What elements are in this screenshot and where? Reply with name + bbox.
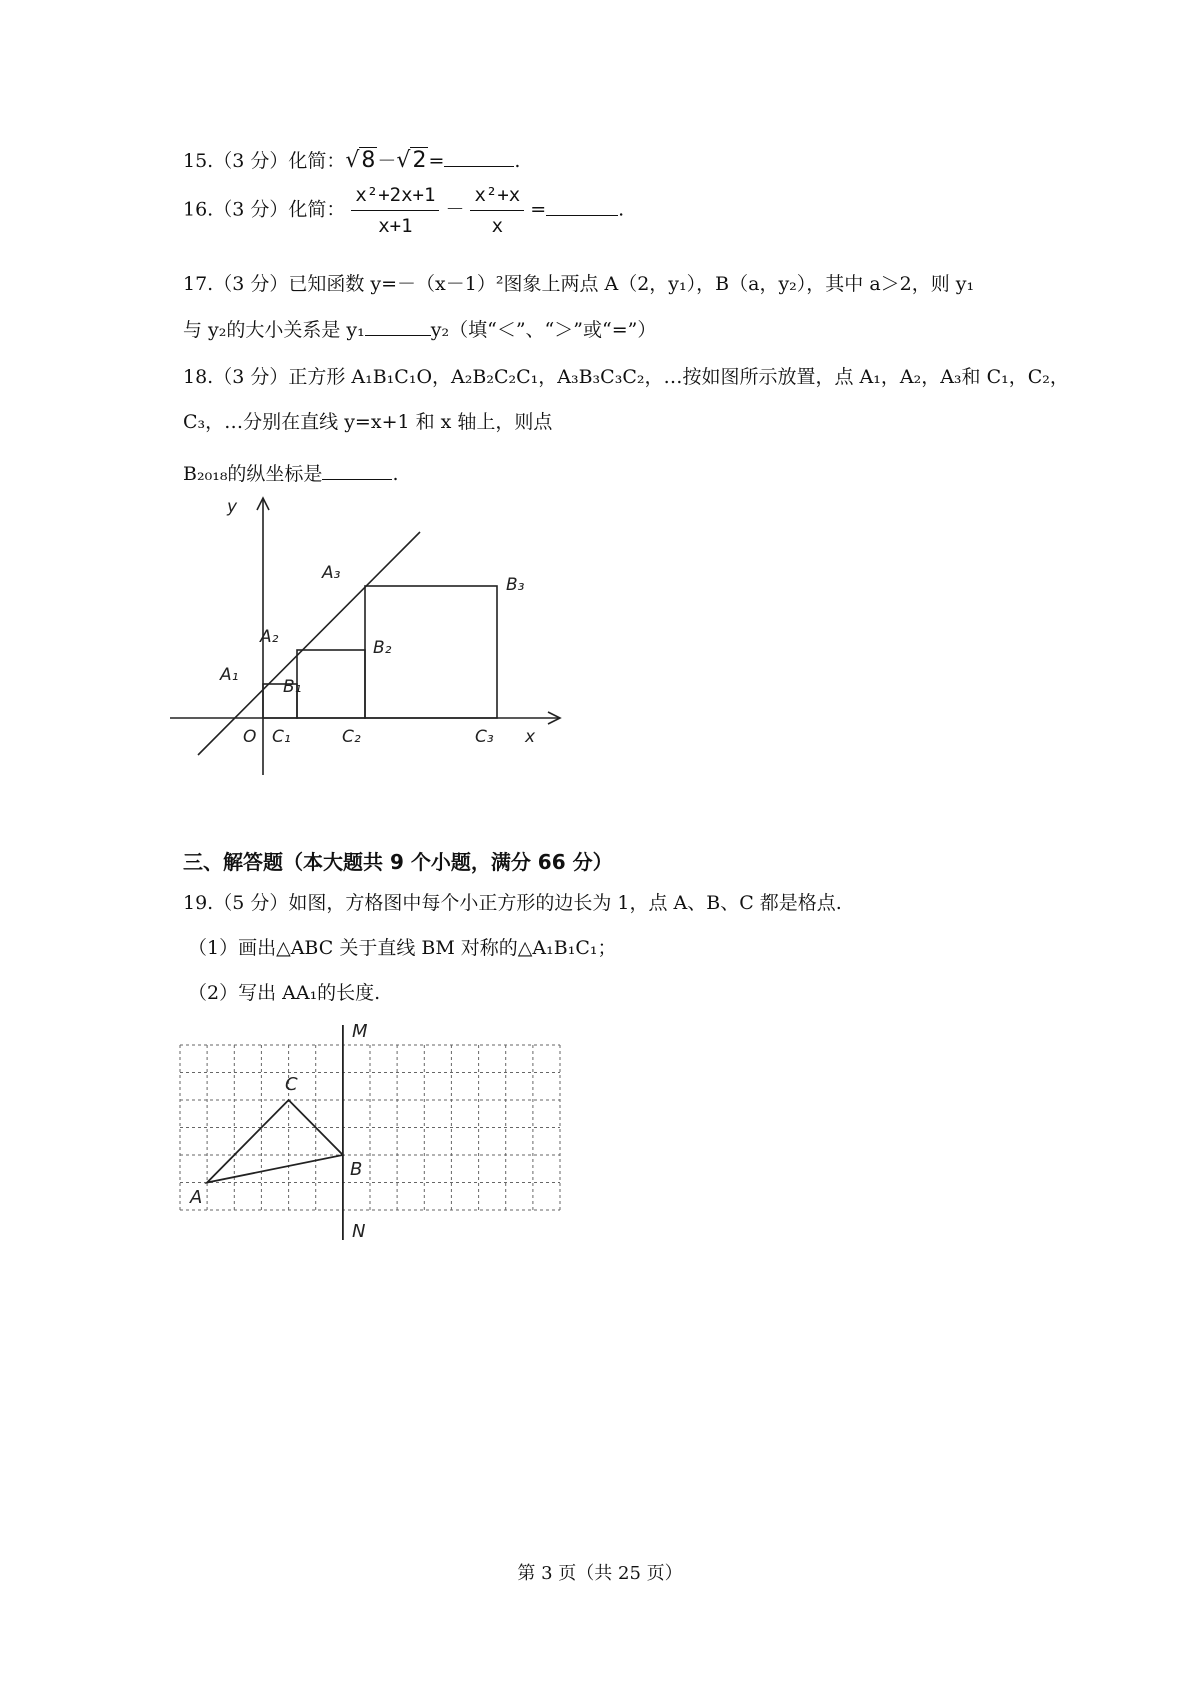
label-c: C: [285, 1074, 298, 1095]
label-o: O: [243, 727, 257, 747]
question-18-line-3: [183, 459, 398, 487]
fraction-1-numerator: x²+2x+1: [351, 182, 439, 211]
label-a1: A₁: [220, 665, 239, 685]
question-17-line-2: [183, 315, 656, 343]
label-c1: C₁: [272, 727, 291, 747]
label-y: y: [227, 497, 238, 517]
fraction-1-denominator: x+1: [378, 215, 413, 237]
answer-blank-17: [365, 315, 431, 336]
label-b1: B₁: [283, 677, 302, 697]
question-19-line-1: 19.（5 分）如图，方格图中每个小正方形的边长为 1，点 A、B、C 都是格点.: [183, 892, 842, 914]
answer-blank-18: [322, 459, 392, 480]
grid-figure: [170, 1015, 570, 1255]
label-x: x: [525, 727, 536, 747]
q15-suffix: .: [514, 150, 521, 172]
triangle-abc: [207, 1100, 343, 1183]
answer-blank-15: [444, 146, 514, 167]
label-b3: B₃: [506, 575, 525, 595]
q18-line3-post: .: [392, 463, 399, 485]
q18-line3-pre: B₂₀₁₈的纵坐标是: [183, 463, 323, 485]
label-m: M: [352, 1021, 368, 1042]
q15-label: 15.（3 分）化简：: [183, 150, 346, 172]
question-17-line-1: 17.（3 分）已知函数 y=－（x－1）²图象上两点 A（2，y₁），B（a，y₂），其中 a＞2，则 y₁: [183, 273, 975, 295]
radicand-8: 8: [361, 148, 376, 173]
radicand-2: 2: [412, 148, 427, 173]
label-b: B: [350, 1159, 363, 1180]
label-c3: C₃: [475, 727, 494, 747]
squares-on-line-figure: [170, 490, 590, 780]
label-n: N: [352, 1221, 366, 1242]
question-19-line-2: （1）画出△ABC 关于直线 BM 对称的△A₁B₁C₁；: [188, 937, 617, 959]
q17-line2-pre: 与 y₂的大小关系是 y₁: [183, 319, 365, 341]
question-18-line-1: 18.（3 分）正方形 A₁B₁C₁O，A₂B₂C₂C₁，A₃B₃C₃C₂，…按如图所示放置，点 A₁，A₂，A₃和 C₁，C₂，: [183, 366, 1069, 388]
question-19-line-3: （2）写出 AA₁的长度.: [188, 982, 381, 1004]
label-c2: C₂: [342, 727, 361, 747]
square-2: [297, 650, 365, 718]
sqrt-2: √2: [396, 148, 427, 173]
fraction-2-denominator: x: [491, 215, 504, 237]
answer-blank-16: [546, 195, 618, 216]
q16-suffix: .: [618, 198, 625, 221]
label-a: A: [190, 1187, 203, 1208]
fraction-1: [351, 182, 439, 239]
question-16: 16.（3 分）化简： $\frac{\text{x²+2x+1}}{x+1}$ － $\frac{\text{x²+x}}{x}$ = .: [183, 184, 625, 237]
q16-label: 16.（3 分）化简：: [183, 198, 346, 221]
label-a2: A₂: [260, 627, 279, 647]
label-b2: B₂: [373, 638, 392, 658]
q17-line2-post: y₂（填“＜”、“＞”或“=”）: [430, 319, 657, 341]
section-3-title: 三、解答题（本大题共 9 个小题，满分 66 分）: [183, 850, 613, 874]
page-footer: 第 3 页（共 25 页）: [517, 1563, 683, 1584]
label-a3: A₃: [322, 563, 341, 583]
question-18-line-2: C₃，…分别在直线 y=x+1 和 x 轴上，则点: [183, 411, 553, 433]
question-15: 15.（3 分）化简：√8 －√2 = .: [183, 148, 521, 173]
fraction-2: [470, 182, 524, 239]
sqrt-8: √8: [345, 148, 376, 173]
fraction-2-numerator: x²+x: [470, 182, 524, 211]
